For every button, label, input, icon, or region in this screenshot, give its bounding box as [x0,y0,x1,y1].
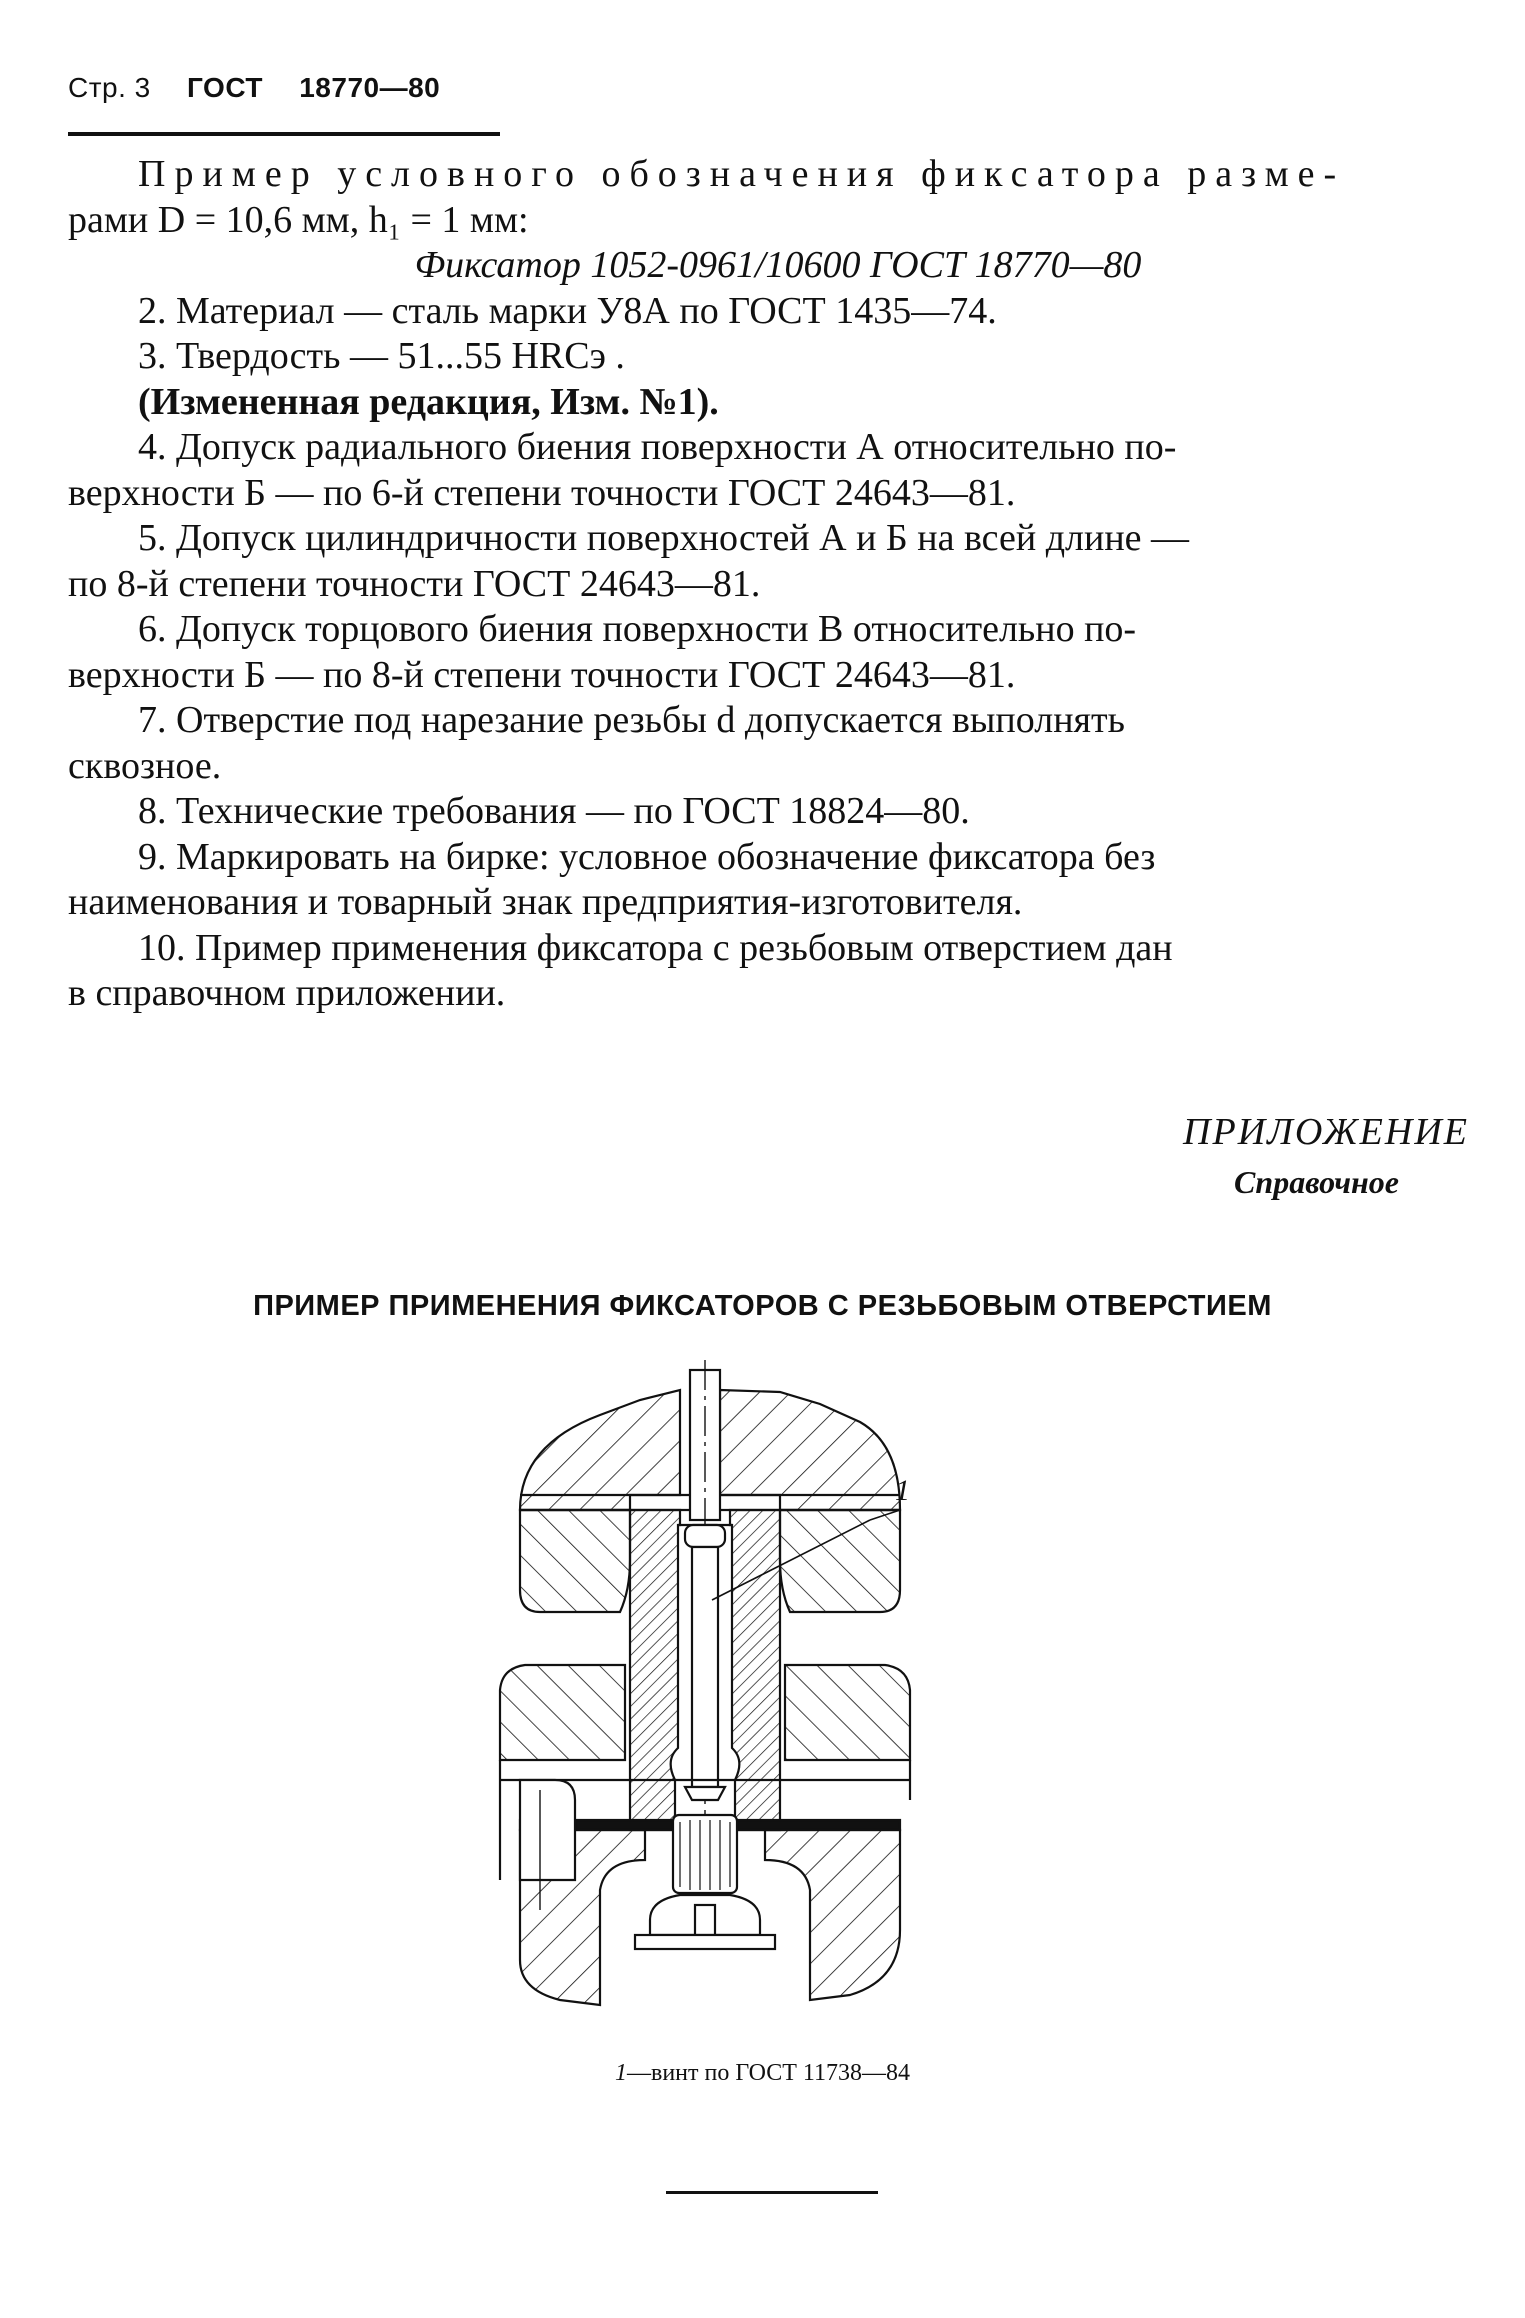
caption-number: 1 [614,2060,627,2086]
item-8: 8. Технические требования — по ГОСТ 18824—80. [138,790,970,832]
callout-label: 1 [895,1474,910,1507]
clamp [520,1780,575,1880]
item-2: 2. Материал — сталь марки У8А по ГОСТ 1435—74. [138,289,997,332]
fixator-body [630,1510,680,1830]
example-intro-line1: Пример условного обозначения фиксатора разме- [138,153,1346,195]
item-9-line2: наименования и товарный знак предприятия-изготовителя. [68,881,1023,923]
item-10-line1: 10. Пример применения фиксатора с резьбовым отверстием дан [138,926,1173,969]
item-3: 3. Твердость — 51...55 HRCэ . [138,335,625,377]
page-number: Стр. 3 [68,72,151,103]
lower-plate-right [765,1830,900,2000]
figure-title: ПРИМЕР ПРИМЕНЕНИЯ ФИКСАТОРОВ С РЕЗЬБОВЫМ ОТВЕРСТИЕМ [253,1290,1272,1322]
item-10-line2: в справочном приложении. [68,972,506,1014]
item-5-line1: 5. Допуск цилиндричности поверхностей А и Б на всей длине — [138,517,1190,559]
standard-number: 18770—80 [299,72,441,103]
item-7-line1: 7. Отверстие под нарезание резьбы d допускается выполнять [138,699,1125,741]
upper-body-left [520,1510,630,1612]
appendix-label: ПРИЛОЖЕНИЕ [1183,1111,1469,1153]
body-text [68,152,1468,1017]
example-intro-line2: рами D = 10,6 мм, h₁ = 1 мм: [68,198,529,241]
page-header [68,72,440,104]
item-7-line2: сквозное. [68,744,222,787]
item-4-line2: верхности Б — по 6-й степени точности ГОСТ 24643—81. [68,471,1016,514]
appendix-heading [1183,1110,1469,1201]
upper-body-right [780,1510,900,1612]
item-5-line2: по 8-й степени точности ГОСТ 24643—81. [68,562,761,605]
item-6-line1: 6. Допуск торцового биения поверхности В относительно по- [138,608,1137,650]
upper-plate-right [720,1390,900,1510]
appendix-type: Справочное [1234,1164,1399,1200]
header-rule [68,132,500,136]
middle-plate-right [785,1665,910,1760]
designation-example: Фиксатор 1052-0961/10600 ГОСТ 18770—80 [414,244,1142,286]
middle-plate-left [500,1665,625,1760]
item-6-line2: верхности Б — по 8-й степени точности ГОСТ 24643—81. [68,653,1016,696]
bottom-rule [666,2191,878,2194]
item-9-line1: 9. Маркировать на бирке: условное обозначение фиксатора без [138,835,1156,878]
revision-note: (Измененная редакция, Изм. №1). [138,380,719,423]
caption-text: —винт по ГОСТ 11738—84 [626,2060,911,2086]
item-4-line1: 4. Допуск радиального биения поверхности А относительно по- [138,426,1177,468]
figure-caption [0,2060,1525,2087]
standard-label: ГОСТ [187,72,263,103]
upper-plate-left [520,1390,680,1510]
assembly-drawing [480,1360,1040,2010]
fixator-body-right [730,1510,780,1830]
